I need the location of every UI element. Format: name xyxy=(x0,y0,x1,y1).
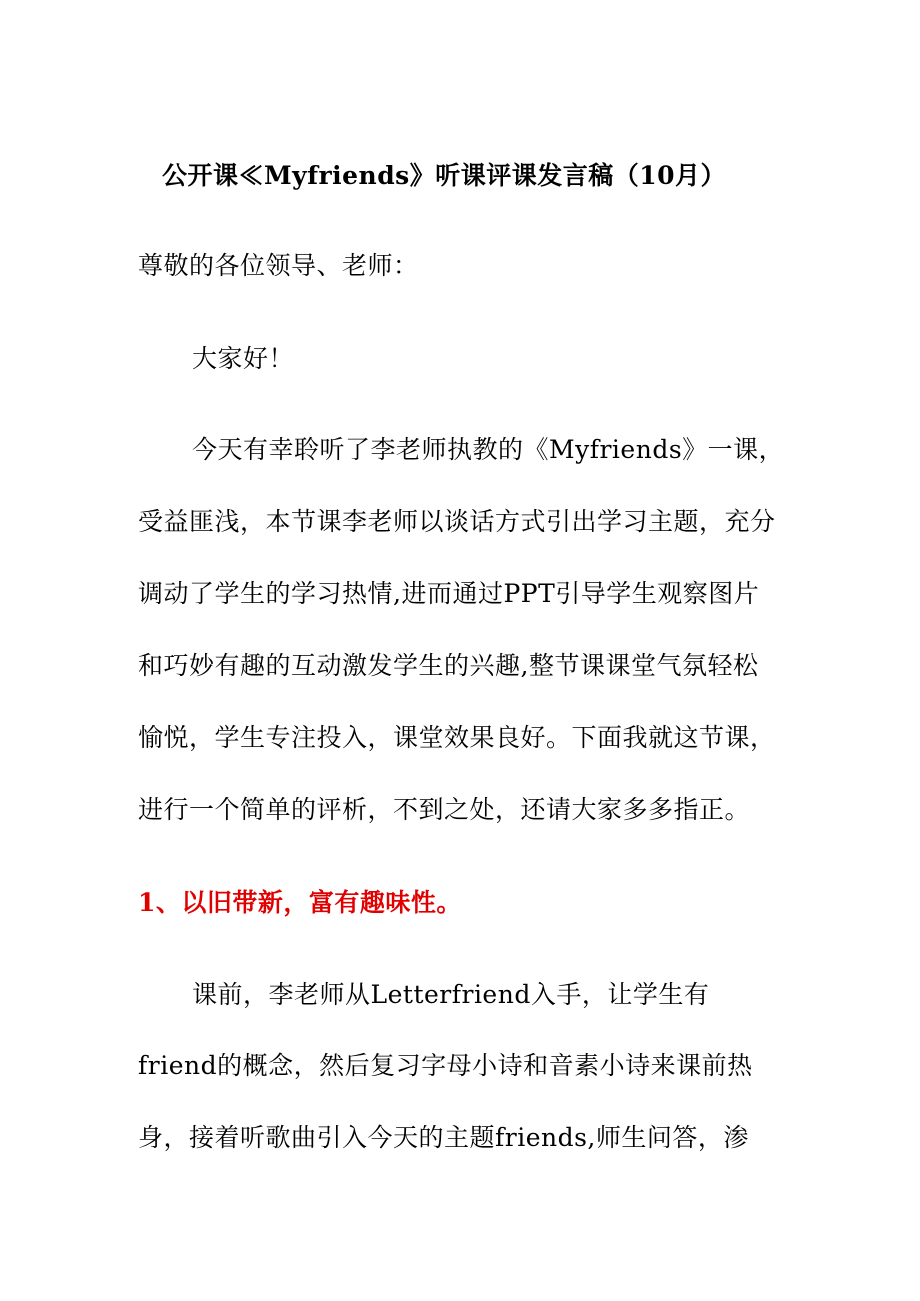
paragraph2-line-3: 身，接着听歌曲引入今天的主题friends,师生问答，渗 xyxy=(138,1123,749,1152)
paragraph1-line-1: 今天有幸聆听了李老师执教的《Myfriends》一课， xyxy=(192,435,785,464)
paragraph1-line-5: 愉悦，学生专注投入，课堂效果良好。下面我就这节课， xyxy=(138,723,776,752)
paragraph1-line-3: 调动了学生的学习热情,进而通过PPT引导学生观察图片 xyxy=(138,579,760,608)
document-title: 公开课≪Myfriends》听课评课发言稿（10月） xyxy=(162,161,727,190)
paragraph1-line-4: 和巧妙有趣的互动激发学生的兴趣,整节课课堂气氛轻松 xyxy=(138,651,759,680)
paragraph1-line-6: 进行一个简单的评析，不到之处，还请大家多多指正。 xyxy=(138,795,751,824)
paragraph1-line-2: 受益匪浅，本节课李老师以谈话方式引出学习主题，充分 xyxy=(138,507,776,536)
section1-heading: 1、以旧带新，富有趣味性。 xyxy=(138,888,462,917)
paragraph2-line-2: friend的概念，然后复习字母小诗和音素小诗来课前热 xyxy=(138,1051,753,1080)
paragraph2-line-1: 课前，李老师从Letterfriend入手，让学生有 xyxy=(192,980,710,1009)
greeting: 大家好！ xyxy=(192,344,295,373)
salutation: 尊敬的各位领导、老师： xyxy=(138,251,419,280)
